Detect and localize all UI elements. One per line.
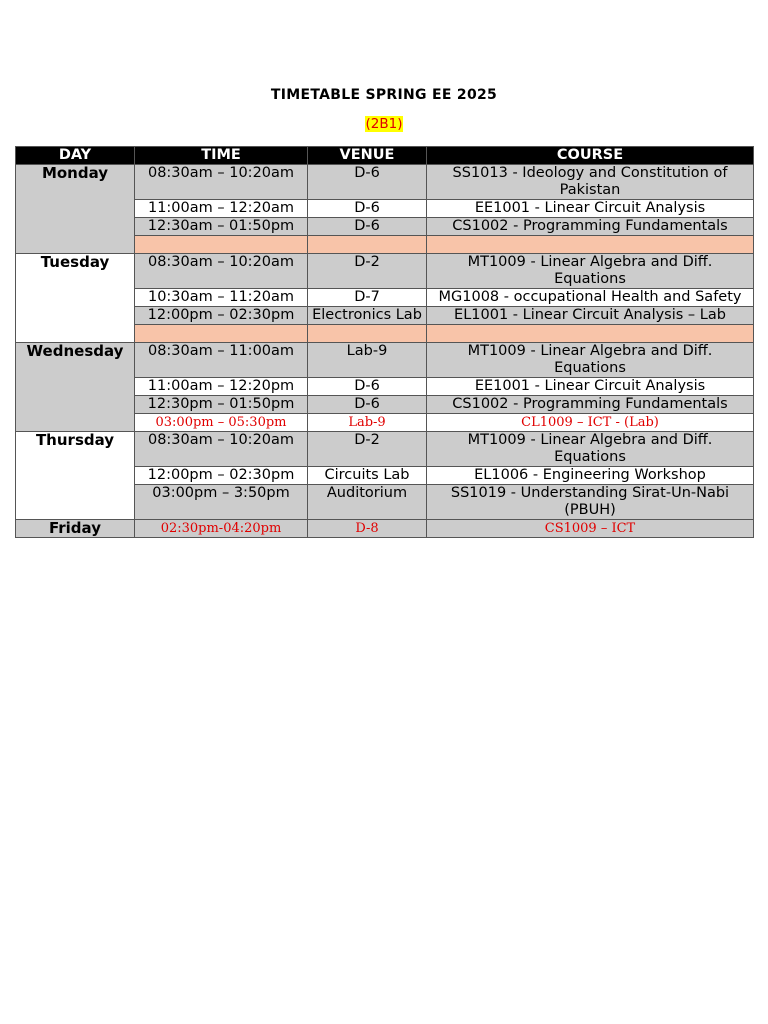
table-row [16,520,754,538]
course-cell: CL1009 – ICT - (Lab) [427,414,754,432]
time-cell: 11:00am – 12:20am [135,200,308,218]
course-cell: EL1006 - Engineering Workshop [427,467,754,485]
table-row [16,343,754,378]
section-code: (2B1) [365,116,403,132]
venue-cell: D-6 [308,396,427,414]
venue-cell: Lab-9 [308,343,427,378]
time-cell: 08:30am – 10:20am [135,165,308,200]
course-cell: EE1001 - Linear Circuit Analysis [427,200,754,218]
venue-cell: Circuits Lab [308,467,427,485]
timetable [15,146,754,538]
venue-cell: D-6 [308,200,427,218]
table-row [16,254,754,289]
break-cell [308,236,427,254]
course-cell: MT1009 - Linear Algebra and Diff. Equations [427,432,754,467]
course-cell: SS1013 - Ideology and Constitution of Pakistan [427,165,754,200]
header-venue: VENUE [308,147,427,165]
time-cell: 08:30am – 11:00am [135,343,308,378]
venue-cell: D-2 [308,432,427,467]
course-cell: CS1002 - Programming Fundamentals [427,396,754,414]
day-tuesday: Tuesday [16,254,135,343]
venue-cell: Lab-9 [308,414,427,432]
day-friday: Friday [16,520,135,538]
break-cell [135,325,308,343]
venue-cell: D-8 [308,520,427,538]
day-monday: Monday [16,165,135,254]
break-cell [427,325,754,343]
table-header-row [16,147,754,165]
time-cell: 02:30pm-04:20pm [135,520,308,538]
header-day: DAY [16,147,135,165]
break-cell [308,325,427,343]
course-cell: SS1019 - Understanding Sirat-Un-Nabi (PBUH) [427,485,754,520]
venue-cell: Electronics Lab [308,307,427,325]
time-cell: 03:00pm – 05:30pm [135,414,308,432]
course-cell: MT1009 - Linear Algebra and Diff. Equations [427,254,754,289]
day-thursday: Thursday [16,432,135,520]
time-cell: 12:30am – 01:50pm [135,218,308,236]
time-cell: 12:00pm – 02:30pm [135,467,308,485]
header-time: TIME [135,147,308,165]
course-cell: CS1002 - Programming Fundamentals [427,218,754,236]
time-cell: 08:30am – 10:20am [135,432,308,467]
course-cell: MT1009 - Linear Algebra and Diff. Equations [427,343,754,378]
venue-cell: D-6 [308,378,427,396]
table-row [16,432,754,467]
time-cell: 10:30am – 11:20am [135,289,308,307]
time-cell: 12:00pm – 02:30pm [135,307,308,325]
time-cell: 12:30pm – 01:50pm [135,396,308,414]
section-label [0,116,768,132]
day-wednesday: Wednesday [16,343,135,432]
time-cell: 11:00am – 12:20pm [135,378,308,396]
page-title: TIMETABLE SPRING EE 2025 [270,87,498,103]
venue-cell: D-2 [308,254,427,289]
break-cell [427,236,754,254]
course-cell: MG1008 - occupational Health and Safety [427,289,754,307]
venue-cell: Auditorium [308,485,427,520]
time-cell: 03:00pm – 3:50pm [135,485,308,520]
table-row [16,165,754,200]
course-cell: EL1001 - Linear Circuit Analysis – Lab [427,307,754,325]
time-cell: 08:30am – 10:20am [135,254,308,289]
course-cell: CS1009 – ICT [427,520,754,538]
venue-cell: D-6 [308,218,427,236]
venue-cell: D-7 [308,289,427,307]
venue-cell: D-6 [308,165,427,200]
break-cell [135,236,308,254]
header-course: COURSE [427,147,754,165]
course-cell: EE1001 - Linear Circuit Analysis [427,378,754,396]
